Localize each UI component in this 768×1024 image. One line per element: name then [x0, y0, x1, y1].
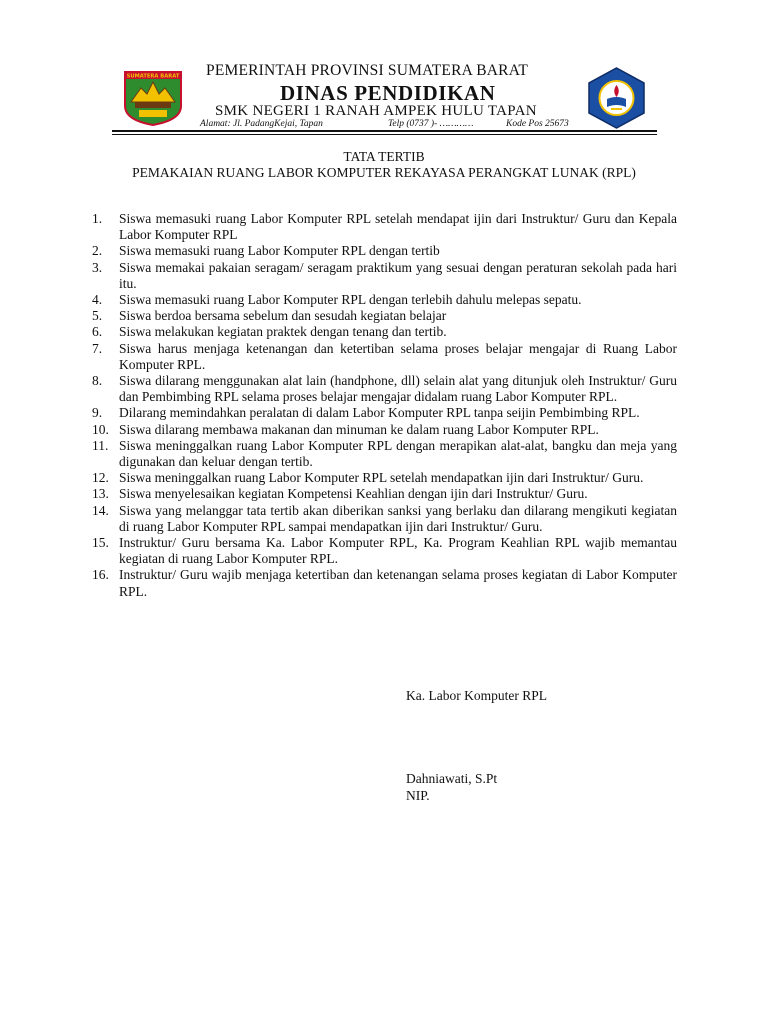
document-title: TATA TERTIB	[343, 149, 425, 164]
rule-text: Siswa memasuki ruang Labor Komputer RPL setelah mendapat ijin dari Instruktur/ Guru dan Kepala Labor Komputer RPL	[119, 211, 677, 243]
header-rule-thin	[112, 134, 657, 135]
rule-item	[92, 405, 677, 421]
rule-item	[92, 422, 677, 438]
emblem-label: SUMATERA BARAT	[126, 73, 180, 80]
rule-text: Siswa dilarang membawa makanan dan minuman ke dalam ruang Labor Komputer RPL.	[119, 421, 599, 437]
rule-number: 14.	[92, 502, 109, 518]
header-government: PEMERINTAH PROVINSI SUMATERA BARAT	[206, 62, 529, 79]
signature-name: Dahniawati, S.Pt	[406, 771, 498, 786]
rule-item	[92, 486, 677, 502]
tut-wuri-handayani-emblem-icon	[585, 67, 648, 129]
rule-text: Siswa yang melanggar tata tertib akan diberikan sanksi yang berlaku dan dilarang mengikuti kegiatan di ruang Labor Komputer RPL sampai mendapatkan ijin dari Instruktur/ Guru.	[119, 502, 677, 534]
header-address: Alamat: Jl. PadangKejai, Tapan	[200, 119, 323, 129]
rule-text: Instruktur/ Guru bersama Ka. Labor Komputer RPL, Ka. Program Keahlian RPL wajib memantau kegiatan di ruang Labor Komputer RPL.	[119, 535, 677, 567]
rule-number: 11.	[92, 437, 109, 453]
header-rule-thick	[112, 130, 657, 132]
rule-number: 16.	[92, 567, 109, 583]
rule-number: 6.	[92, 324, 103, 340]
signature-position: Ka. Labor Komputer RPL	[406, 688, 547, 703]
rule-item	[92, 308, 677, 324]
rule-number: 8.	[92, 373, 103, 389]
header-postal-code: Kode Pos 25673	[506, 119, 569, 129]
rule-number: 3.	[92, 259, 103, 275]
rule-text: Siswa memasuki ruang Labor Komputer RPL dengan terlebih dahulu melepas sepatu.	[119, 292, 582, 308]
rule-item	[92, 341, 677, 373]
rule-item	[92, 438, 677, 470]
header-phone: Telp (0737 )- …………	[388, 119, 474, 129]
rule-item	[92, 243, 677, 259]
rule-number: 10.	[92, 421, 109, 437]
rule-item	[92, 260, 677, 292]
rule-item	[92, 324, 677, 340]
header-agency: DINAS PENDIDIKAN	[280, 81, 496, 105]
rule-item	[92, 470, 677, 486]
rule-text: Siswa meninggalkan ruang Labor Komputer RPL setelah mendapatkan ijin dari Instruktur/ Guru.	[119, 470, 644, 486]
rule-number: 12.	[92, 470, 109, 486]
rule-item	[92, 211, 677, 243]
rule-number: 9.	[92, 405, 103, 421]
rule-number: 1.	[92, 211, 103, 226]
rule-text: Dilarang memindahkan peralatan di dalam Labor Komputer RPL tanpa seijin Pembimbing RPL.	[119, 405, 640, 421]
rule-text: Siswa harus menjaga ketenangan dan ketertiban selama proses belajar mengajar di Ruang Labor Komputer RPL.	[119, 340, 677, 372]
rule-text: Siswa berdoa bersama sebelum dan sesudah kegiatan belajar	[119, 308, 447, 324]
rule-number: 5.	[92, 308, 103, 324]
rules-list	[92, 211, 677, 600]
sumatera-barat-emblem-icon	[123, 68, 183, 126]
rule-text: Siswa meninggalkan ruang Labor Komputer RPL dengan merapikan alat-alat, bangku dan meja yang digunakan dan keluar dengan tertib.	[119, 437, 677, 470]
header-school: SMK NEGERI 1 RANAH AMPEK HULU TAPAN	[215, 103, 537, 119]
rule-text: Siswa memakai pakaian seragam/ seragam praktikum yang sesuai dengan peraturan sekolah pada hari itu.	[119, 259, 677, 291]
rule-number: 2.	[92, 243, 103, 259]
rule-text: Siswa memasuki ruang Labor Komputer RPL dengan tertib	[119, 243, 440, 259]
rule-item	[92, 567, 677, 599]
rule-item	[92, 292, 677, 308]
rule-item	[92, 373, 677, 405]
rule-text: Siswa menyelesaikan kegiatan Kompetensi Keahlian dengan ijin dari Instruktur/ Guru.	[119, 486, 588, 502]
rule-number: 4.	[92, 292, 103, 308]
rule-text: Siswa dilarang menggunakan alat lain (handphone, dll) selain alat yang ditunjuk oleh Instruktur/ Guru dan Pembimbing RPL selama proses belajar mengajar didalam ruang Labor Komputer RPL.	[119, 373, 677, 405]
signature-nip: NIP.	[406, 788, 430, 803]
rule-text: Siswa melakukan kegiatan praktek dengan tenang dan tertib.	[119, 324, 447, 340]
rule-item	[92, 503, 677, 535]
letterhead	[0, 0, 768, 140]
rule-item	[92, 535, 677, 567]
rule-text: Instruktur/ Guru wajib menjaga ketertiban dan ketenangan selama proses kegiatan di Labor Komputer RPL.	[119, 567, 677, 599]
rule-number: 13.	[92, 486, 109, 502]
rule-number: 15.	[92, 535, 109, 551]
document-subtitle: PEMAKAIAN RUANG LABOR KOMPUTER REKAYASA PERANGKAT LUNAK (RPL)	[132, 165, 636, 180]
rule-number: 7.	[92, 340, 103, 356]
